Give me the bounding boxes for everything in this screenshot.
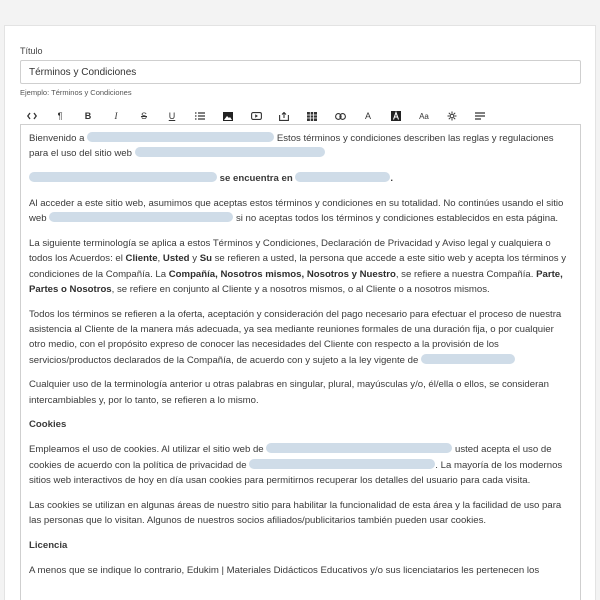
terminology-text-2: se refieren a usted, la persona que accede a este sitio web y acepta los términos y condiciones de la Compañía. La [29,253,567,280]
welcome-text: Bienvenido a [29,133,85,144]
term-su: Su [199,253,212,265]
heading-cookies: Cookies [29,419,67,431]
cookies-text: Empleamos el uso de cookies. Al utilizar el sitio web de [29,444,264,456]
terminology-text: La siguiente terminología se aplica a estos Términos y Condiciones, Declaración de Privacidad y Aviso legal y cualquiera o todos los Acuerdos: el [29,237,551,265]
strikethrough-icon[interactable]: S [140,111,147,121]
table-icon[interactable] [305,106,319,126]
welcome-text-cont: Estos términos y condiciones describen las reglas y regulaciones para el uso del sitio web [29,133,554,160]
paragraph-cookie-usage: Las cookies se utilizan en algunas áreas de nuestro sitio para habilitar la funcionalidad de esta área y la facilidad de uso para las personas que lo visitan. Algunos de nuestros socios afiliados/publicitarios también pueden usar cookies. [29,499,562,526]
list-icon[interactable] [193,106,207,126]
file-icon[interactable] [277,106,291,126]
term-sep-2: y [189,253,200,265]
offer-text: Todos los términos se refieren a la oferta, aceptación y consideración del pago necesario para efectuar el proceso de nuestra asistencia al Cliente de la manera más adecuada, ya sea mediante reuniones formales de una duración fija, o por cualquier otro medio, con el propósito expreso de conocer las necesidades del Cliente con respecto a la provisión de los servicios/productos declarados de la Compañía, de acuerdo con y sujeto a la ley vigente de [29,308,562,366]
title-label: Título [20,46,43,56]
terminology-text-3: , se refiere a nuestra Compañía. [395,268,534,280]
cookies-text-3: . La mayoría de los modernos sitios web interactivos de hoy en día usan cookies para permitirnos recuperar los detalles del usuario para cada visita. [29,459,563,486]
paragraph-icon[interactable]: ¶ [57,111,63,121]
term-parties: Parte, Partes o Nosotros [29,268,563,295]
video-icon[interactable] [249,106,263,126]
terminology-text-4: , se refiere en conjunto al Cliente y a nosotros mismos, o al Cliente o a nosotros mismos. [111,283,490,295]
paragraph-usage: Cualquier uso de la terminología anterior u otras palabras en singular, plural, mayúsculas y/o, él/ella o ellos, se consideran intercambiables y, por lo tanto, se refieren a lo mismo. [29,379,549,406]
redacted-text [421,354,515,364]
location-end: . [390,173,394,185]
term-client: Cliente [125,253,158,265]
redacted-text [49,212,233,222]
redacted-text [266,443,452,453]
text-color-icon[interactable] [389,106,403,126]
image-icon[interactable] [221,106,235,126]
paragraph-acceptance [29,196,572,227]
link-icon[interactable] [333,106,347,126]
acceptance-text-cont: si no aceptas todos los términos y condiciones establecidos en esta página. [235,213,559,225]
term-company: Compañía, Nosotros mismos, Nosotros y Nuestro [168,268,396,280]
location-text: se encuentra en [219,173,293,185]
paragraph-welcome [29,131,572,162]
term-sep-1: , [157,253,163,265]
term-usted: Usted [162,253,190,265]
cookies-text-2: usted acepta el uso de cookies de acuerdo con la política de privacidad de [29,444,552,471]
paragraph-license: A menos que se indique lo contrario, Edukim | Materiales Didácticos Educativos y/o sus licenciatarios les pertenecen los [29,564,540,576]
font-case-icon[interactable]: Aa [419,111,429,121]
content-editor[interactable] [20,124,581,600]
align-icon[interactable] [473,106,487,126]
heading-license: Licencia [29,539,68,551]
bold-icon[interactable]: B [84,111,92,121]
underline-icon[interactable]: U [168,111,176,121]
title-input[interactable] [20,60,581,84]
terms-form-card [4,25,596,600]
paragraph-cookies [29,442,572,488]
redacted-text [249,459,435,469]
code-icon[interactable] [25,106,39,126]
redacted-text [295,172,390,182]
italic-icon[interactable]: I [114,111,118,121]
text-size-icon[interactable]: A [364,111,371,121]
paragraph-location [29,171,572,186]
title-hint: Ejemplo: Términos y Condiciones [20,88,132,97]
redacted-text [87,132,274,142]
redacted-text [135,147,325,157]
acceptance-text: Al acceder a este sitio web, asumimos que aceptas estos términos y condiciones en su totalidad. No continúes usando el sitio web [29,197,564,225]
editor-toolbar [20,106,581,126]
paragraph-terminology [29,236,572,297]
redacted-text [29,172,217,182]
paragraph-offer [29,307,572,368]
special-char-icon[interactable] [445,106,459,126]
